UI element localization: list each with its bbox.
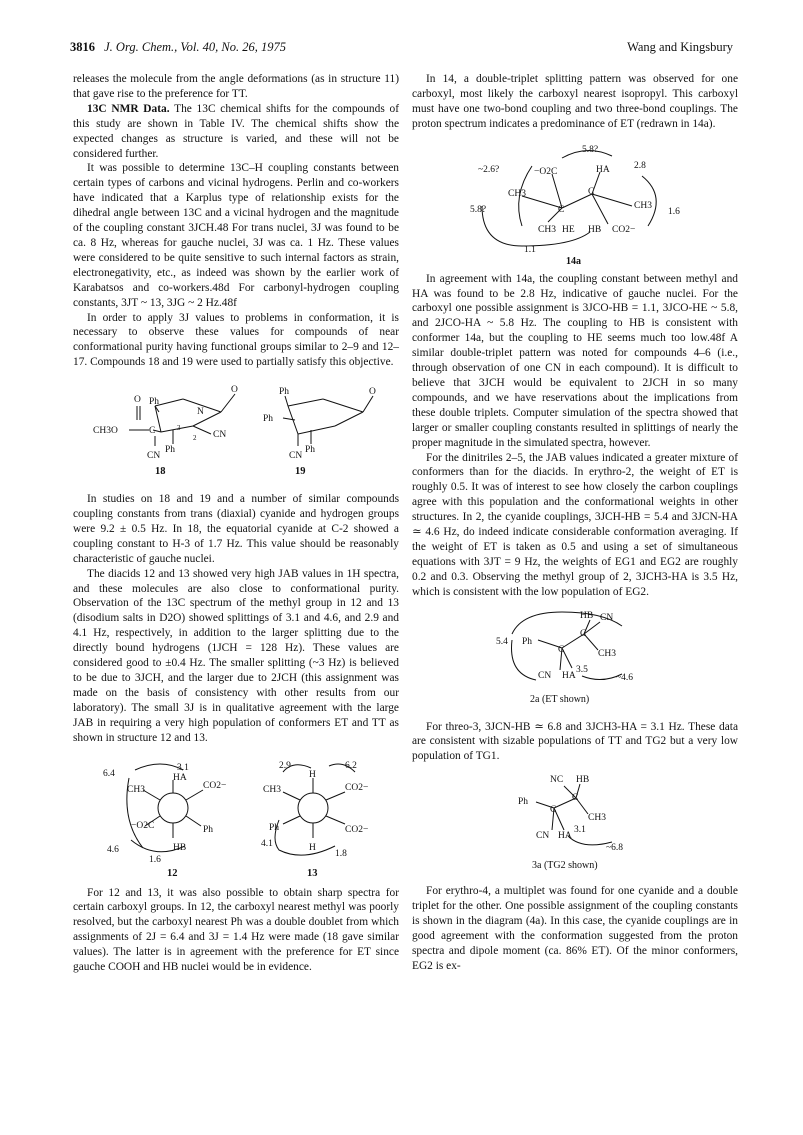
mol14a-j11: 1.1 xyxy=(524,244,536,255)
paragraph: releases the molecule from the angle deformations (as in structure 11) that gave rise to the preference for TT. xyxy=(73,73,399,100)
mol14a-j58-left: 5.8? xyxy=(470,204,487,215)
mol19-ph-top: Ph xyxy=(279,387,290,398)
mol18-ph-top: Ph xyxy=(149,397,160,408)
figure-2a xyxy=(412,604,738,714)
paragraph: For 12 and 13, it was also possible to obtain sharp spectra for certain carboxyl groups. In 12, the carboxyl nearest methyl was poorly resolved, but the carboxyl nearest Ph was a double doublet from which assignments of 2J = 6.4 and 3J = 1.4 Hz were made (18 gave similar values). The latter is in agreement with the preference for ET since gauche COOH and HB nuclei would be in evidence. xyxy=(73,886,399,974)
mol12-co2: CO2− xyxy=(203,780,227,791)
mol18-cn-bottom: CN xyxy=(147,451,161,462)
journal-citation: J. Org. Chem., Vol. 40, No. 26, 1975 xyxy=(104,40,286,54)
mol2a-hb: HB xyxy=(580,610,594,621)
mol2a-j46: ~4.6 xyxy=(616,672,634,683)
right-column xyxy=(412,72,738,974)
mol14a-co2: CO2− xyxy=(612,224,636,235)
figure-12-13 xyxy=(73,750,399,880)
paragraph: For the dinitriles 2–5, the JAB values indicated a greater mixture of conformers than for the diacids. In erythro-2, the weight of ET is roughly 0.5. It was of interest to see how closely the carbon couplings agree with this population and the conformational weights in other structures. In 2, the cyanide couplings, 3JCH-HB = 5.4 and 3JCN-HA ≃ 4.6 Hz, do indeed indicate considerable conformation averaging. If the weight of ET is taken as 0.5 and using a set of simultaneous equations with 3JT = 9 Hz, the weights of EG1 and EG2 are roughly 0.2 and 0.3. Observing the methyl group of 2, 3JCH3-HA is 3.5 Hz, which is consistent with the low population of EG2. xyxy=(412,451,738,598)
mol12-o2c: −O2C xyxy=(131,820,155,831)
mol19-cn: CN xyxy=(289,451,303,462)
structure-2a xyxy=(412,604,738,714)
paragraph: In order to apply 3J values to problems in conformation, it is necessary to observe these values for compounds of near conformational purity having functional groups similar to 2–9 and 12–17. Compounds 18 and 19 were used to partially satisfy this objective. xyxy=(73,311,399,369)
paragraph: In studies on 18 and 19 and a number of similar compounds coupling constants from trans (diaxial) cyanide and hydrogen groups were 9.2 ± 0.5 Hz. In 18, the equatorial cyanide at C-2 showed a coupling constant to H-3 of 1.7 Hz. This value should be reasonably characteristic of gauche nuclei. xyxy=(73,493,399,565)
mol2a-c-bottom: C xyxy=(558,644,565,655)
mol2a-ha: HA xyxy=(562,670,576,681)
mol3a-ch3: CH3 xyxy=(588,813,606,824)
compound-label-18: 18 xyxy=(155,466,166,478)
running-header xyxy=(70,40,733,58)
mol2a-cn-bottom: CN xyxy=(538,670,552,681)
mol18-carbon: C xyxy=(149,426,156,437)
mol14a-ch3-left: CH3 xyxy=(508,188,526,199)
structure-2a-caption: 2a (ET shown) xyxy=(530,693,590,705)
mol2a-c-top: C xyxy=(580,628,587,639)
header-left xyxy=(70,40,286,55)
mol13-j41: 4.1 xyxy=(261,838,273,849)
mol2a-j54: 5.4 xyxy=(496,636,508,647)
mol3a-cn: CN xyxy=(536,831,550,842)
mol2a-ph: Ph xyxy=(522,636,533,647)
structure-3a xyxy=(412,768,738,878)
mol14a-ch3-bottom: CH3 xyxy=(538,224,556,235)
mol18-nitrogen: N xyxy=(197,407,204,418)
mol19-oxygen: O xyxy=(369,387,376,398)
mol2a-j35: 3.5 xyxy=(576,664,588,675)
mol13-j29: 2.9 xyxy=(279,760,291,771)
left-column xyxy=(73,72,399,975)
mol18-o-carbonyl: O xyxy=(231,385,238,396)
structures-18-19 xyxy=(73,374,399,486)
mol18-c2-label: 2 xyxy=(193,434,197,443)
mol13-h-bottom: H xyxy=(309,842,316,853)
mol18-ch3o: CH3O xyxy=(93,426,118,437)
mol12-ha: HA xyxy=(173,772,187,783)
mol3a-j68: ~6.8 xyxy=(606,843,624,854)
mol18-c3-label: 3 xyxy=(177,424,181,433)
mol14a-j26: ~2.6? xyxy=(478,164,500,175)
mol14a-ch3-right: CH3 xyxy=(634,200,652,211)
compound-label-13: 13 xyxy=(307,867,318,879)
mol12-hb: HB xyxy=(173,842,187,853)
mol14a-j28: 2.8 xyxy=(634,160,646,171)
mol12-ph: Ph xyxy=(203,824,214,835)
section-heading: 13C NMR Data. xyxy=(87,102,170,115)
mol14a-hb: HB xyxy=(588,224,602,235)
mol14a-o2c: −O2C xyxy=(534,166,558,177)
paragraph: For threo-3, 3JCN-HB ≃ 6.8 and 3JCH3-HA = 3.1 Hz. These data are consistent with sizable populations of TT and TG2 but a very low population of TG1. xyxy=(412,720,738,763)
paragraph: For erythro-4, a multiplet was found for one cyanide and a double triplet for the other. One possible assignment of the coupling constants is shown in the diagram (4a). In this case, the cyanide couplings are in good agreement with the conformation suggested from the proton spectra and dipole moment (ca. 86% ET). Of the minor conformers, EG2 is ex- xyxy=(412,885,738,972)
page-number: 3816 xyxy=(70,40,95,54)
mol12-j46: 4.6 xyxy=(107,844,119,855)
section-paragraph xyxy=(73,102,399,162)
mol12-j31: 3.1 xyxy=(177,762,189,773)
figure-3a xyxy=(412,768,738,878)
compound-label-19: 19 xyxy=(295,466,306,478)
paragraph-text: The 13C chemical shifts for the compounds of this study are shown in Table IV. The chemical shifts show the expected changes as structure is varied, and these will not be considered further. xyxy=(73,102,399,160)
mol14a-he: HE xyxy=(562,224,575,235)
structures-12-13 xyxy=(73,750,399,880)
mol14a-ha: HA xyxy=(596,164,610,175)
structure-3a-caption: 3a (TG2 shown) xyxy=(532,860,598,872)
mol12-j16: 1.6 xyxy=(149,854,161,865)
mol3a-c-bottom: C xyxy=(550,805,557,816)
mol2a-cn-top: CN xyxy=(600,612,614,623)
mol13-j18: 1.8 xyxy=(335,848,347,859)
mol19-ph-left: Ph xyxy=(263,414,274,425)
mol14a-j58-top: 5.8? xyxy=(582,144,599,155)
paragraph: It was possible to determine 13C–H coupling constants between certain types of carbons and vicinal hydrogens. Perlin and co-workers have indicated that a Karplus type of relationship exists for the dihedral angle between 13C and a vicinal hydrogen and the magnitude of the coupling constant 3JCH.48 For trans nuclei, 3J was found to be ca. 8 Hz, whereas for gauche nuclei, 3J was ca. 1 Hz. These values were considered to be quite sensitive to such internal factors as strain, electronegativity, etc., as indeed was shown by the earlier work of Karabatsos and co-workers.48d For carbonyl-hydrogen coupling constants, 3JT ~ 13, 3JG ~ 2 Hz.48f xyxy=(73,162,399,309)
compound-label-12: 12 xyxy=(167,867,178,879)
mol12-ch3: CH3 xyxy=(127,784,145,795)
mol3a-nc: NC xyxy=(550,775,564,786)
paragraph: In agreement with 14a, the coupling constant between methyl and HA was found to be 2.8 Hz, indicative of gauche nuclei. For the carboxyl one possible assignment is 3JCO-HB = 1.1, 3JCO-HE ~ 5.8, and 2JCO-HA ~ 5.8 Hz. The coupling to HB is consistent with conformer 14a, but the coupling to HE seems much too low.48f A similar double-triplet pattern was noted for compounds 4–6 (i.e., through observation of one CN in each compound). It is difficult to believe that 3JCH would be equivalent to 2JCH in so many compounds, and we have reservations about the implications from these double triplets. Computer simulation of the spectra showed that larger or smaller coupling constants resulted in splittings of nearly the proper magnitude in the simulated spectra, however. xyxy=(412,272,738,449)
mol13-j62: 6.2 xyxy=(345,760,357,771)
paragraph: The diacids 12 and 13 showed very high JAB values in 1H spectra, and these molecules are also close to conformational purity. Observation of the 13C spectrum of the methyl group in 12 and 13 (disodium salts in D2O) showed splittings of 3.1 and 4.6, and 2.9 and 4.1 Hz, respectively, in addition to the larger splitting due to the directly bound hydrogens (1JCH = 128 Hz). These values are considered good to ±0.4 Hz. The smaller splitting (~3 Hz) is believed to be due to 3JCH, and the larger due to 2JCH (this assignment was made on the basis of consistency with other results from our laboratory). The small 3J is in qualitative agreement with the large JAB in requiring a very high population of conformers ET and TT as shown in structure 12 and 13. xyxy=(73,567,399,744)
mol14a-j16: 1.6 xyxy=(668,206,680,217)
mol18-ph-bottom: Ph xyxy=(165,445,176,456)
mol13-ch3: CH3 xyxy=(263,784,281,795)
mol3a-ha: HA xyxy=(558,831,572,842)
mol13-co2-top: CO2− xyxy=(345,782,369,793)
mol12-j64: 6.4 xyxy=(103,768,115,779)
mol13-co2-bottom: CO2− xyxy=(345,824,369,835)
mol13-ph: Ph xyxy=(269,822,280,833)
header-authors: Wang and Kingsbury xyxy=(627,40,733,54)
mol3a-hb: HB xyxy=(576,775,590,786)
mol13-h-top: H xyxy=(309,769,316,780)
mol3a-j31: 3.1 xyxy=(574,825,586,836)
mol14a-c-left: C xyxy=(558,204,565,215)
mol18-cn-right: CN xyxy=(213,430,227,441)
structure-14a xyxy=(412,136,738,266)
compound-label-14a: 14a xyxy=(566,255,581,266)
mol14a-c-right: C xyxy=(588,186,595,197)
mol2a-ch3: CH3 xyxy=(598,648,616,659)
mol3a-ph: Ph xyxy=(518,797,529,808)
mol19-ph-bottom: Ph xyxy=(305,445,316,456)
mol3a-c-top: C xyxy=(572,793,579,804)
figure-18-19 xyxy=(73,374,399,486)
paragraph: In 14, a double-triplet splitting pattern was observed for one carboxyl, most likely the carboxyl nearest isopropyl. This carboxyl must have one two-bond coupling and two three-bond couplings. The proton spectrum indicates a predominance of ET (redrawn in 14a). xyxy=(412,73,738,130)
figure-14a xyxy=(412,136,738,266)
mol18-oxygen: O xyxy=(134,395,141,406)
